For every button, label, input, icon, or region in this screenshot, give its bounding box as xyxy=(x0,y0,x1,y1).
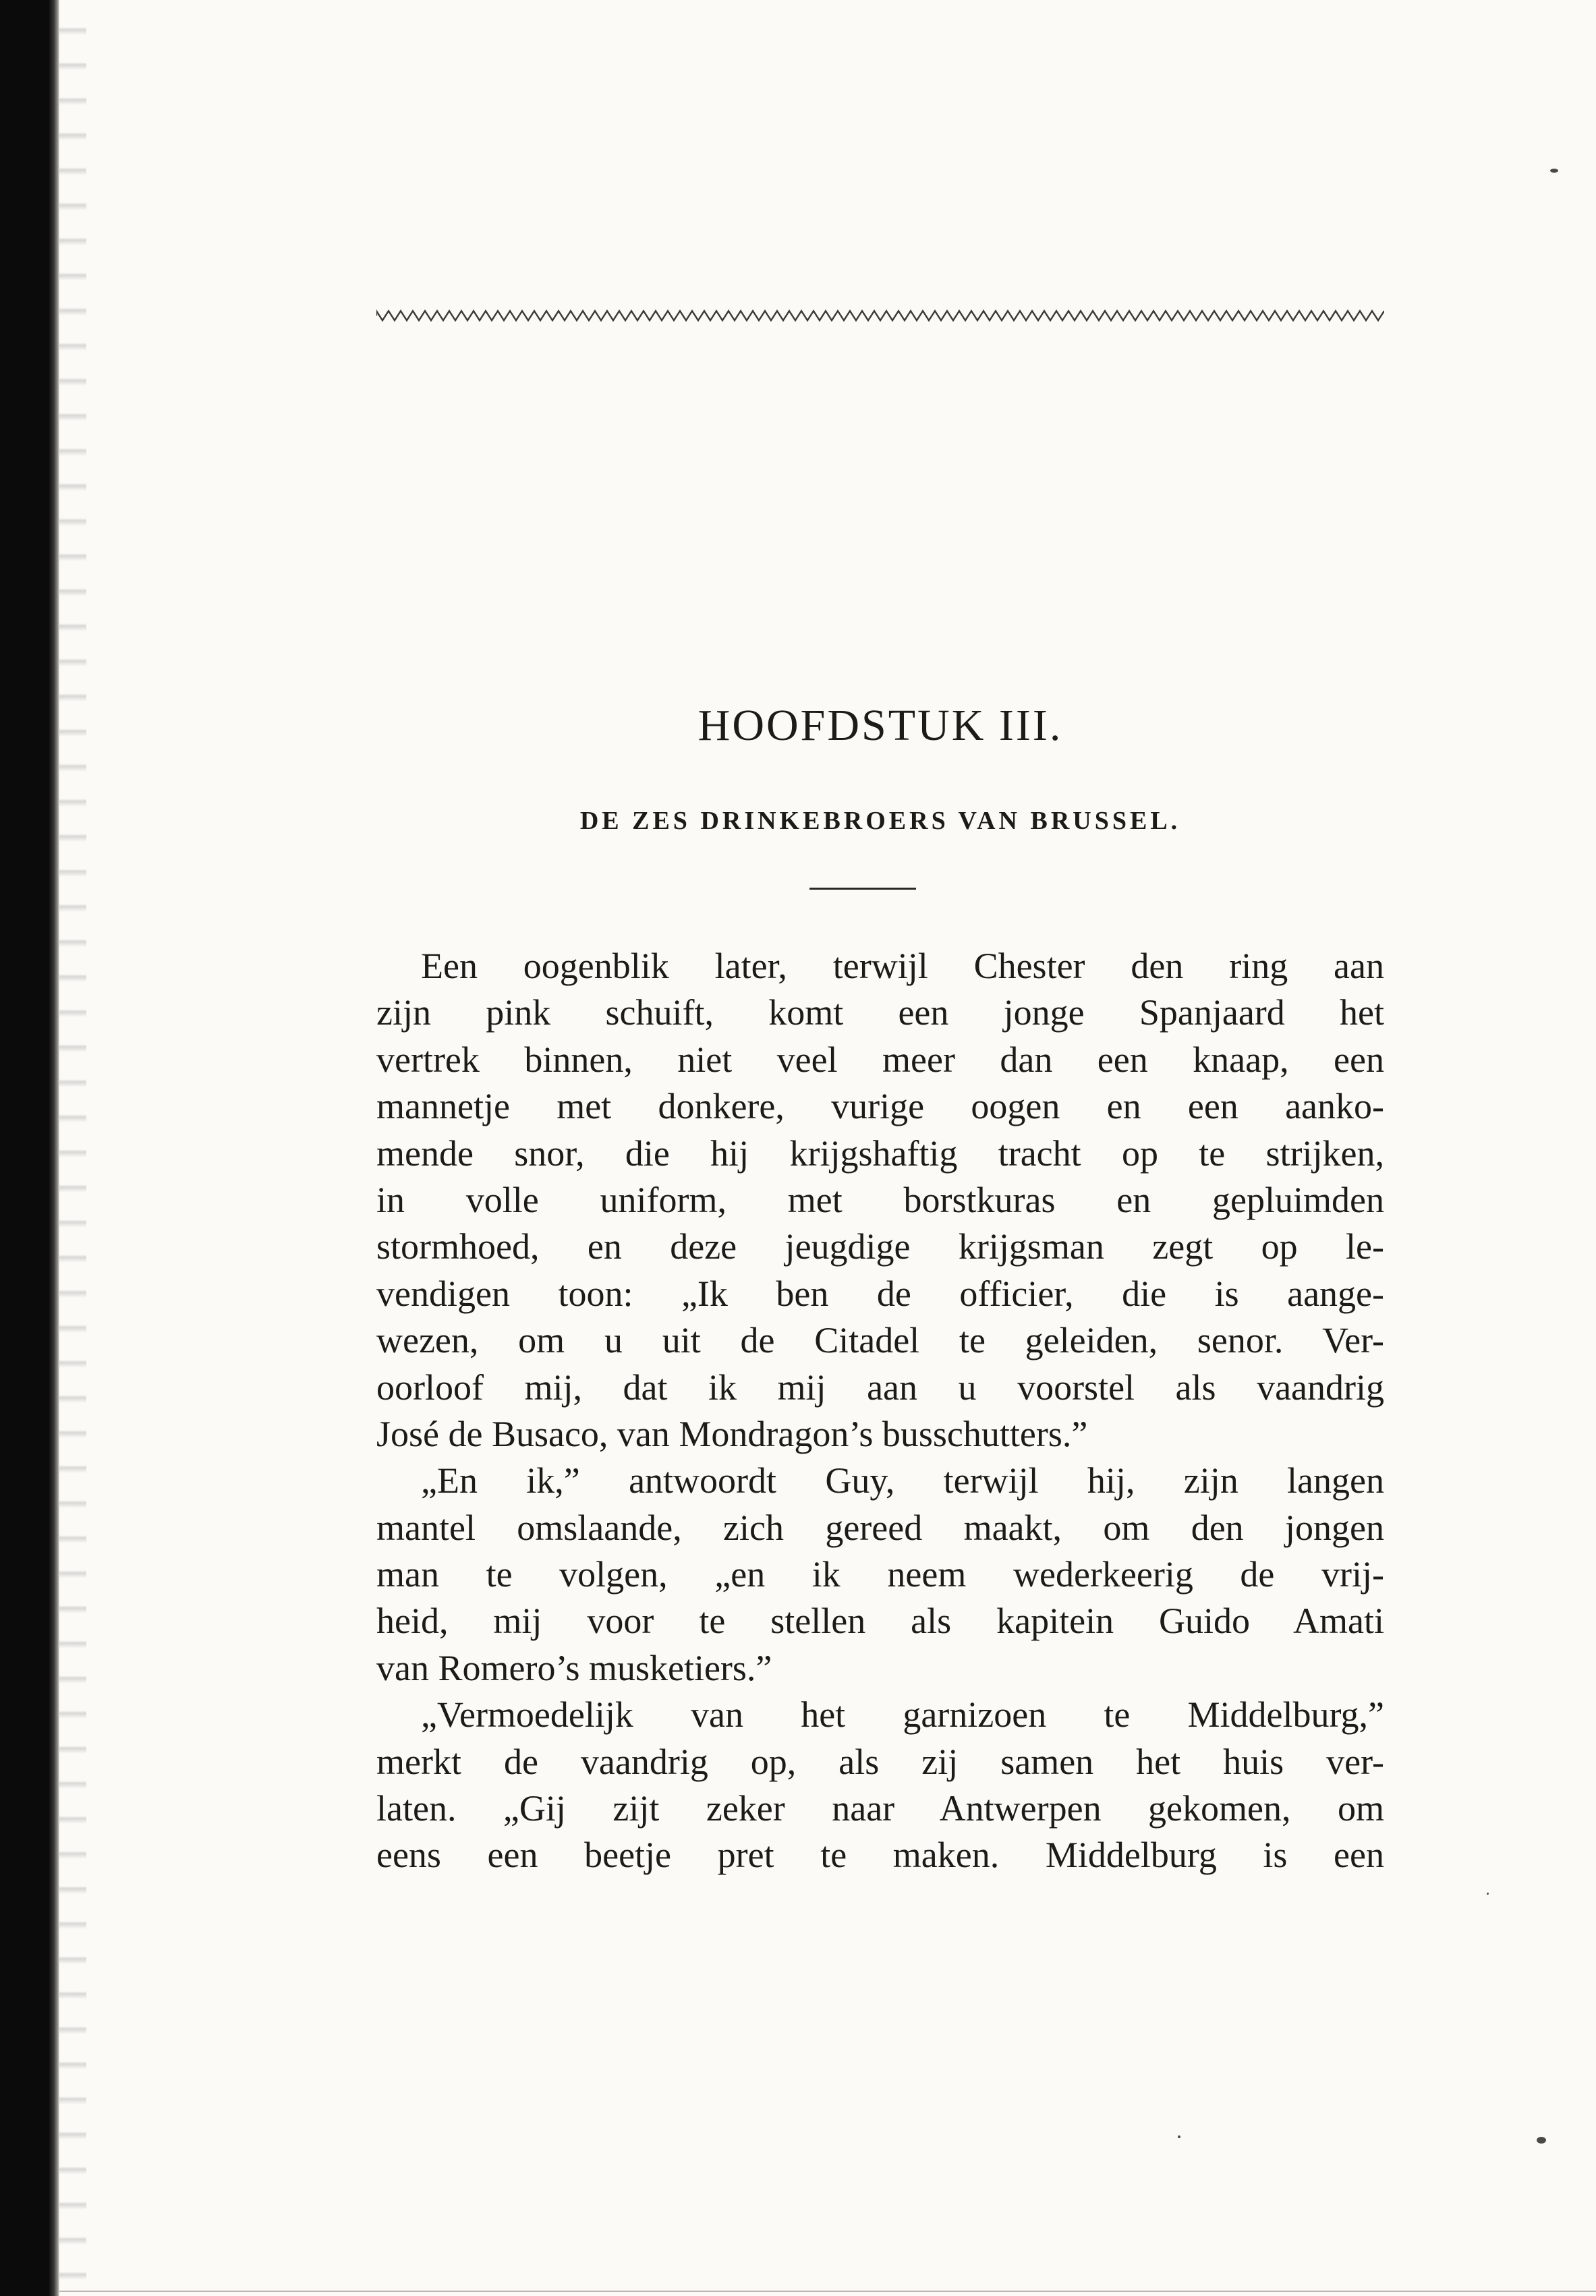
scan-edge-shadow xyxy=(59,0,86,2296)
wavy-ornament-rule xyxy=(376,302,1384,329)
text-line: mantel omslaande, zich gereed maakt, om den jongen xyxy=(376,1507,1384,1548)
scan-speck xyxy=(1487,1893,1489,1895)
scan-speck xyxy=(1550,169,1558,173)
text-line: mende snor, die hij krijgshaftig tracht op te strijken, xyxy=(376,1132,1384,1174)
chapter-body-text xyxy=(376,943,1384,1879)
text-line: zijn pink schuift, komt een jonge Spanjaard het xyxy=(376,992,1384,1033)
text-line: José de Busaco, van Mondragon’s busschutters.” xyxy=(376,1413,1088,1454)
scan-speck xyxy=(1537,2137,1546,2144)
chapter-heading: HOOFDSTUK III. xyxy=(697,701,1063,750)
scan-speck xyxy=(1178,2135,1180,2138)
text-line: in volle uniform, met borstkuras en gepluimden xyxy=(376,1179,1384,1220)
chapter-subheading: DE ZES DRINKEBROERS VAN BRUSSEL. xyxy=(579,807,1181,835)
text-line: oorloof mij, dat ik mij aan u voorstel als vaandrig xyxy=(376,1367,1384,1408)
text-line: vertrek binnen, niet veel meer dan een knaap, een xyxy=(376,1039,1384,1080)
text-line: heid, mij voor te stellen als kapitein Guido Amati xyxy=(376,1601,1384,1642)
text-line: stormhoed, en deze jeugdige krijgsman zegt op le- xyxy=(376,1226,1384,1267)
text-line: Een oogenblik later, terwijl Chester den ring aan xyxy=(421,946,1384,986)
text-line: „Vermoedelijk van het garnizoen te Middelburg,” xyxy=(421,1694,1384,1735)
scan-bottom-edge xyxy=(59,2291,1596,2292)
text-line: van Romero’s musketiers.” xyxy=(376,1647,772,1688)
section-divider xyxy=(809,888,916,890)
text-line: mannetje met donkere, vurige oogen en een aanko- xyxy=(376,1086,1384,1127)
text-line: vendigen toon: „Ik ben de officier, die is aange- xyxy=(376,1273,1384,1314)
text-line: eens een beetje pret te maken. Middelburg is een xyxy=(376,1835,1384,1876)
scan-left-edge xyxy=(0,0,59,2296)
text-line: laten. „Gij zijt zeker naar Antwerpen gekomen, om xyxy=(376,1788,1384,1829)
text-line: man te volgen, „en ik neem wederkeerig de vrij- xyxy=(376,1554,1384,1595)
text-line: merkt de vaandrig op, als zij samen het huis ver- xyxy=(376,1741,1384,1782)
text-line: wezen, om u uit de Citadel te geleiden, senor. Ver- xyxy=(376,1320,1384,1361)
text-line: „En ik,” antwoordt Guy, terwijl hij, zijn langen xyxy=(421,1460,1384,1501)
